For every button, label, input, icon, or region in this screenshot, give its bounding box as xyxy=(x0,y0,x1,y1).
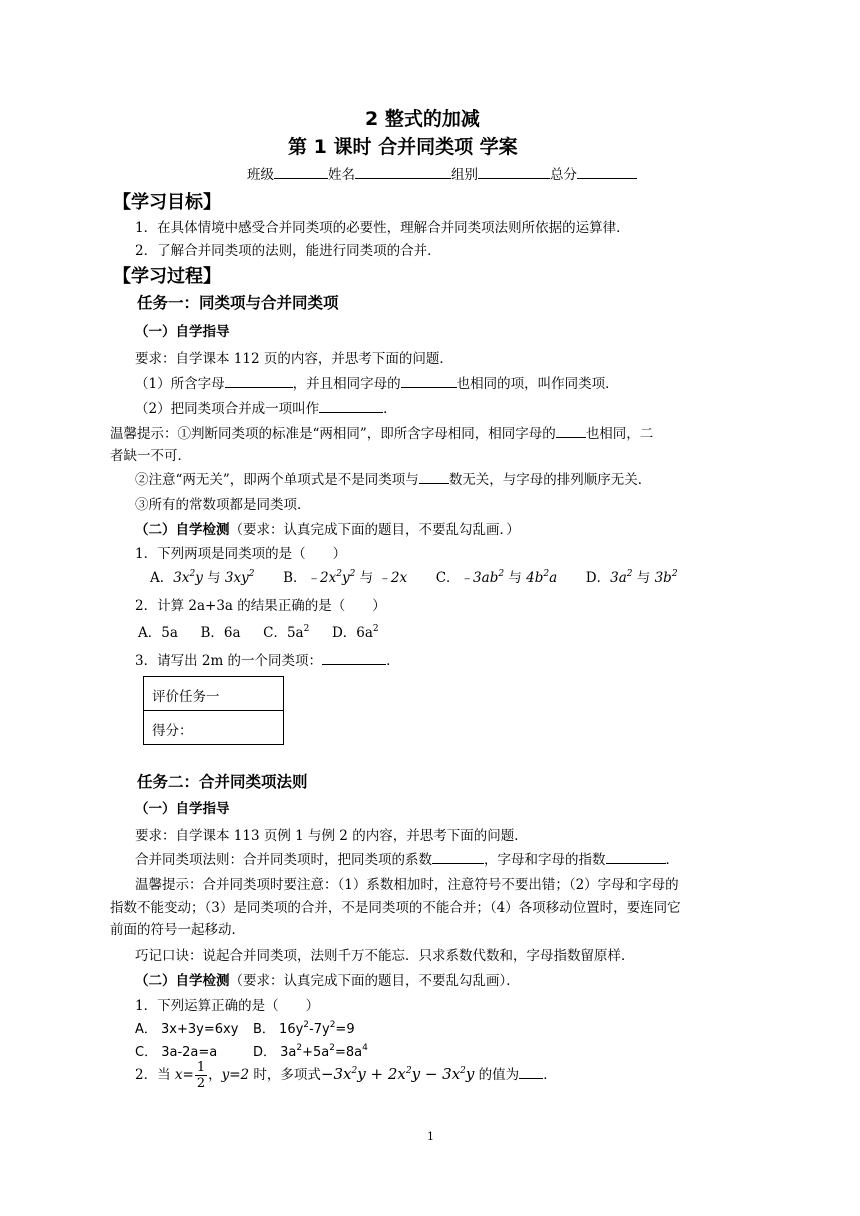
ex2-option-b: B．6a xyxy=(200,625,241,641)
b-part3: =9 xyxy=(335,1022,355,1037)
tip-text-b: 也相同，二 xyxy=(585,426,654,442)
process-heading: 【学习过程】 xyxy=(113,266,221,287)
task1-tip-line1 xyxy=(110,422,653,442)
ex2-blank[interactable] xyxy=(519,1064,543,1079)
rule-text-b: ，字母和字母的指数 xyxy=(484,852,606,868)
ex2-text-d: 的值为 xyxy=(474,1067,520,1083)
task2-rule xyxy=(135,848,679,868)
fraction-denominator: 2 xyxy=(196,1076,206,1091)
option-a-label: A． xyxy=(150,570,174,586)
ex2-text-a: 2．当 xyxy=(135,1067,175,1083)
q2-text-a: （2）把同类项合并成一项叫作 xyxy=(135,401,320,417)
ex3-text-a: 3．请写出 2m 的一个同类项： xyxy=(135,653,323,669)
option-c-label: C． xyxy=(435,570,460,586)
ex2-text-c: 时，多项式 xyxy=(249,1067,321,1083)
ex2-polynomial: $-3x^2y + 2x^2y - 3x^2y$ xyxy=(320,1065,475,1083)
option-d-join: 与 xyxy=(636,570,651,586)
task2-ex1-stem: 1．下列运算正确的是（ ） xyxy=(135,998,320,1014)
d-part2: +5a xyxy=(302,1045,330,1060)
option-a-term1: $3x^2y$ xyxy=(173,569,203,586)
class-label: 班级 xyxy=(247,167,274,183)
task2-check-heading: （二）自学检测 xyxy=(135,973,230,989)
task1-ex2-options: A．5a B．6a C．$5a^2$ D．$6a^2$ xyxy=(138,624,379,641)
option-d-label: D． xyxy=(585,570,611,586)
name-blank[interactable] xyxy=(355,164,451,179)
tip2-blank[interactable] xyxy=(419,469,449,484)
objective-2: 2．了解合并同类项的法则，能进行同类项的合并． xyxy=(135,243,441,259)
q1-text-b: ，并且相同字母的 xyxy=(292,376,401,392)
ex2-var-x: x xyxy=(174,1067,183,1083)
task1-check-heading: （二）自学检测 xyxy=(135,522,230,538)
fraction-numerator: 1 xyxy=(196,1060,206,1075)
q1-blank-2[interactable] xyxy=(401,373,457,388)
tip-text-a: 温馨提示：①判断同类项的标准是“两相同”，即所含字母相同，相同字母的 xyxy=(110,426,556,442)
rule-blank-2[interactable] xyxy=(606,849,666,864)
ex3-blank[interactable] xyxy=(322,650,386,665)
tip2-text-b: 数无关，与字母的排列顺序无关． xyxy=(448,472,652,488)
q2-text-b: ． xyxy=(383,401,397,417)
eval-box-task1 xyxy=(143,676,284,745)
task2-mnemonic: 巧记口诀：说起合并同类项，法则千万不能忘．只求系数代数和，字母指数留原样． xyxy=(135,948,635,964)
page-number: 1 xyxy=(427,1130,434,1143)
class-blank[interactable] xyxy=(274,164,328,179)
q1-blank-1[interactable] xyxy=(225,373,293,388)
rule-blank-1[interactable] xyxy=(432,849,484,864)
option-b-join: 与 xyxy=(359,570,374,586)
title-line-1: 2 整式的加减 xyxy=(365,108,480,130)
task2-check-note: （要求：认真完成下面的题目，不要乱勾乱画）． xyxy=(229,973,520,989)
title-line-2: 第 1 课时 合并同类项 学案 xyxy=(288,136,518,158)
task1-ex1-stem: 1．下列两项是同类项的是（ ） xyxy=(135,546,347,562)
tip2-text-a: ②注意“两无关”，即两个单项式是不是同类项与 xyxy=(135,472,419,488)
ex2-comma: ， xyxy=(208,1067,222,1083)
task2-ex1-option-b: B． $16y^2-7y^2=9$ xyxy=(253,1020,355,1037)
task2-ex1-option-d: D． $3a^2+5a^2=8a^4$ xyxy=(253,1043,368,1060)
ex2-eq: = xyxy=(182,1067,194,1083)
group-label: 组别 xyxy=(451,167,478,183)
task1-title: 任务一：同类项与合并同类项 xyxy=(137,294,339,312)
task2-check xyxy=(135,969,520,989)
task2-title: 任务二：合并同类项法则 xyxy=(137,773,308,791)
objectives-heading: 【学习目标】 xyxy=(113,192,221,213)
task2-requirement: 要求：自学课本 113 页例 1 与例 2 的内容，并思考下面的问题． xyxy=(135,828,528,844)
rule-text-a: 合并同类项法则：合并同类项时，把同类项的系数 xyxy=(135,852,432,868)
eval-title: 评价任务一 xyxy=(152,689,220,705)
b-part2: -7y xyxy=(309,1022,330,1037)
ex2-option-c: C．5a xyxy=(263,625,304,641)
task1-q1 xyxy=(135,372,619,392)
task1-requirement: 要求：自学课本 112 页的内容，并思考下面的问题． xyxy=(135,351,453,367)
q1-text-c: 也相同的项，叫作同类项． xyxy=(456,376,619,392)
task1-tip2 xyxy=(135,468,651,488)
ex2-fraction xyxy=(195,1060,207,1091)
q1-text-a: （1）所含字母 xyxy=(135,376,225,392)
eval-score[interactable]: 得分： xyxy=(152,723,193,739)
option-c-term1: $﹣3ab^2$ xyxy=(459,569,505,586)
option-b-term1: $﹣2x^2y^2$ xyxy=(306,569,356,586)
task2-guide-heading: （一）自学指导 xyxy=(135,801,230,817)
task2-ex2 xyxy=(135,1057,557,1092)
task1-tip-line2: 者缺一不可． xyxy=(110,448,191,464)
ex2-text-e: ． xyxy=(543,1067,557,1083)
rule-text-c: ． xyxy=(665,852,679,868)
option-d-term2: $3b^2$ xyxy=(654,569,678,586)
task2-tip-line2: 指数不能变动；（3）是同类项的合并，不是同类项的不能合并；（4）各项移动位置时，要连同它 xyxy=(110,900,681,916)
task1-guide-heading: （一）自学指导 xyxy=(135,324,230,340)
task1-tip3: ③所有的常数项都是同类项． xyxy=(135,497,311,513)
option-b-term2: ﹣2x xyxy=(377,570,408,586)
task1-check-note: （要求：认真完成下面的题目，不要乱勾乱画．） xyxy=(229,522,520,538)
info-line xyxy=(247,163,637,183)
ex2-option-d: D．6a xyxy=(331,625,373,641)
task2-ex1-option-c: C． 3a-2a=a xyxy=(135,1045,218,1060)
task1-ex1-options xyxy=(150,566,678,586)
task1-ex3 xyxy=(135,649,400,669)
d-part1: D． 3a xyxy=(253,1045,297,1060)
task2-tip-line3: 前面的符号一起移动． xyxy=(110,922,245,938)
q2-blank[interactable] xyxy=(319,398,383,413)
option-d-term1: $3a^2$ xyxy=(610,569,633,586)
option-a-term2: $3xy^2$ xyxy=(224,569,255,586)
option-b-label: B． xyxy=(283,570,307,586)
option-a-join: 与 xyxy=(207,570,221,586)
tip-blank[interactable] xyxy=(556,423,586,438)
score-label: 总分 xyxy=(550,167,577,183)
task1-check xyxy=(135,518,520,538)
ex3-text-b: ． xyxy=(386,653,400,669)
ex2-option-a: A．5a xyxy=(138,625,178,641)
d-part3: =8a xyxy=(335,1045,363,1060)
name-label: 姓名 xyxy=(328,167,355,183)
option-c-join: 与 xyxy=(508,570,522,586)
option-c-term2: $4b^2a$ xyxy=(526,569,558,586)
b-part1: B． 16y xyxy=(253,1022,304,1037)
score-blank[interactable] xyxy=(577,164,637,179)
objective-1: 1．在具体情境中感受合并同类项的必要性，理解合并同类项法则所依据的运算律． xyxy=(135,220,630,236)
task2-tip-line1: 温馨提示：合并同类项时要注意：（1）系数相加时，注意符号不要出错；（2）字母和字母的 xyxy=(135,877,679,893)
task1-q2 xyxy=(135,397,397,417)
task2-ex1-option-a: A． 3x+3y=6xy xyxy=(135,1022,239,1037)
ex2-var-y: y=2 xyxy=(221,1067,250,1083)
task1-ex2-stem: 2．计算 2a+3a 的结果正确的是（ ） xyxy=(135,598,386,614)
group-blank[interactable] xyxy=(478,164,550,179)
